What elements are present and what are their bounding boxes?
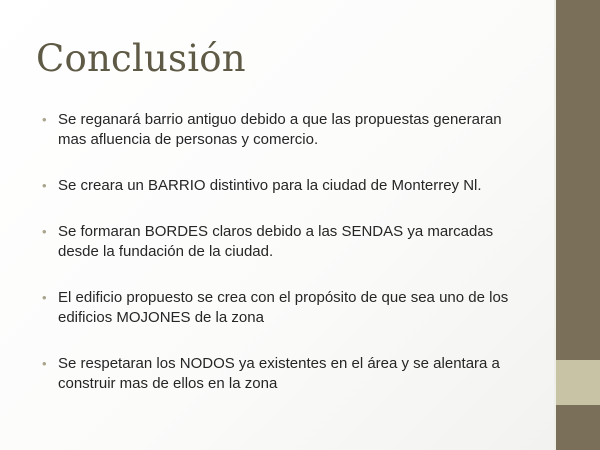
bullet-item <box>42 288 534 328</box>
bullet-text: Se creara un BARRIO distintivo para la ciudad de Monterrey Nl. <box>58 177 482 194</box>
bullet-item <box>42 354 534 394</box>
bullet-text: Se reganará barrio antiguo debido a que las propuestas generaran mas afluencia de personas y comercio. <box>58 111 502 148</box>
sidebar-accent-block <box>556 360 600 405</box>
bullet-list <box>42 110 534 420</box>
bullet-mark: • <box>42 112 47 127</box>
bullet-mark: • <box>42 178 47 193</box>
bullet-item <box>42 222 534 262</box>
bullet-text: Se respetaran los NODOS ya existentes en el área y se alentara a construir mas de ellos en la zona <box>58 355 500 392</box>
slide-title: Conclusión <box>36 37 246 80</box>
bullet-item <box>42 110 534 150</box>
bullet-item <box>42 176 534 196</box>
bullet-text: Se formaran BORDES claros debido a las SENDAS ya marcadas desde la fundación de la ciudad. <box>58 223 494 260</box>
bullet-text: El edificio propuesto se crea con el propósito de que sea uno de los edificios MOJONES de la zona <box>58 289 509 326</box>
bullet-mark: • <box>42 290 47 305</box>
bullet-mark: • <box>42 224 47 239</box>
bullet-mark: • <box>42 356 47 371</box>
